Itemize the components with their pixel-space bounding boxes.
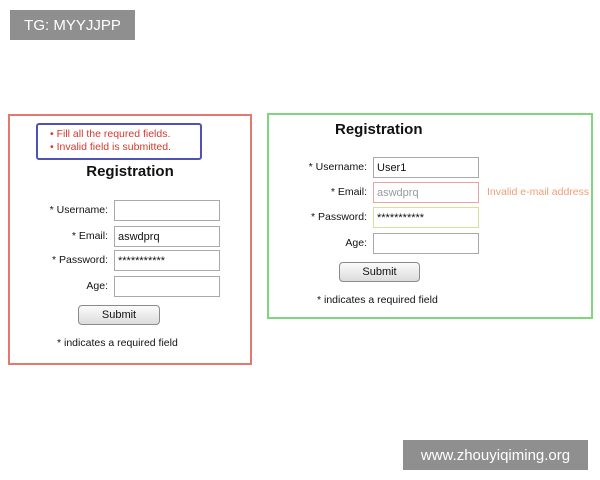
- required-field-hint: * indicates a required field: [57, 337, 178, 349]
- registration-form-inline-validation: [267, 113, 593, 319]
- email-label: * Email:: [330, 186, 367, 198]
- email-input[interactable]: [114, 226, 220, 247]
- age-label: Age:: [86, 280, 108, 292]
- username-input[interactable]: [373, 157, 479, 178]
- username-input[interactable]: [114, 200, 220, 221]
- username-label: * Username:: [308, 161, 367, 173]
- email-input[interactable]: [373, 182, 479, 203]
- error-summary-box: [36, 123, 202, 160]
- error-message-required: • Fill all the requred fields.: [50, 128, 200, 141]
- email-error-message: Invalid e-mail address: [487, 186, 590, 198]
- submit-button[interactable]: Submit: [339, 262, 420, 282]
- age-input[interactable]: [373, 233, 479, 254]
- age-input[interactable]: [114, 276, 220, 297]
- form-title: Registration: [86, 163, 174, 180]
- password-label: * Password:: [310, 211, 367, 223]
- watermark-top: TG: MYYJJPP: [10, 10, 135, 40]
- email-label: * Email:: [71, 230, 108, 242]
- password-input[interactable]: [114, 250, 220, 271]
- username-label: * Username:: [49, 204, 108, 216]
- password-input[interactable]: [373, 207, 479, 228]
- age-label: Age:: [345, 237, 367, 249]
- required-field-hint: * indicates a required field: [317, 294, 438, 306]
- watermark-bottom: www.zhouyiqiming.org: [403, 440, 588, 470]
- form-title: Registration: [335, 121, 423, 138]
- error-message-invalid: • Invalid field is submitted.: [50, 141, 200, 154]
- submit-button[interactable]: Submit: [78, 305, 160, 325]
- registration-form-error-state: [8, 114, 252, 365]
- password-label: * Password:: [51, 254, 108, 266]
